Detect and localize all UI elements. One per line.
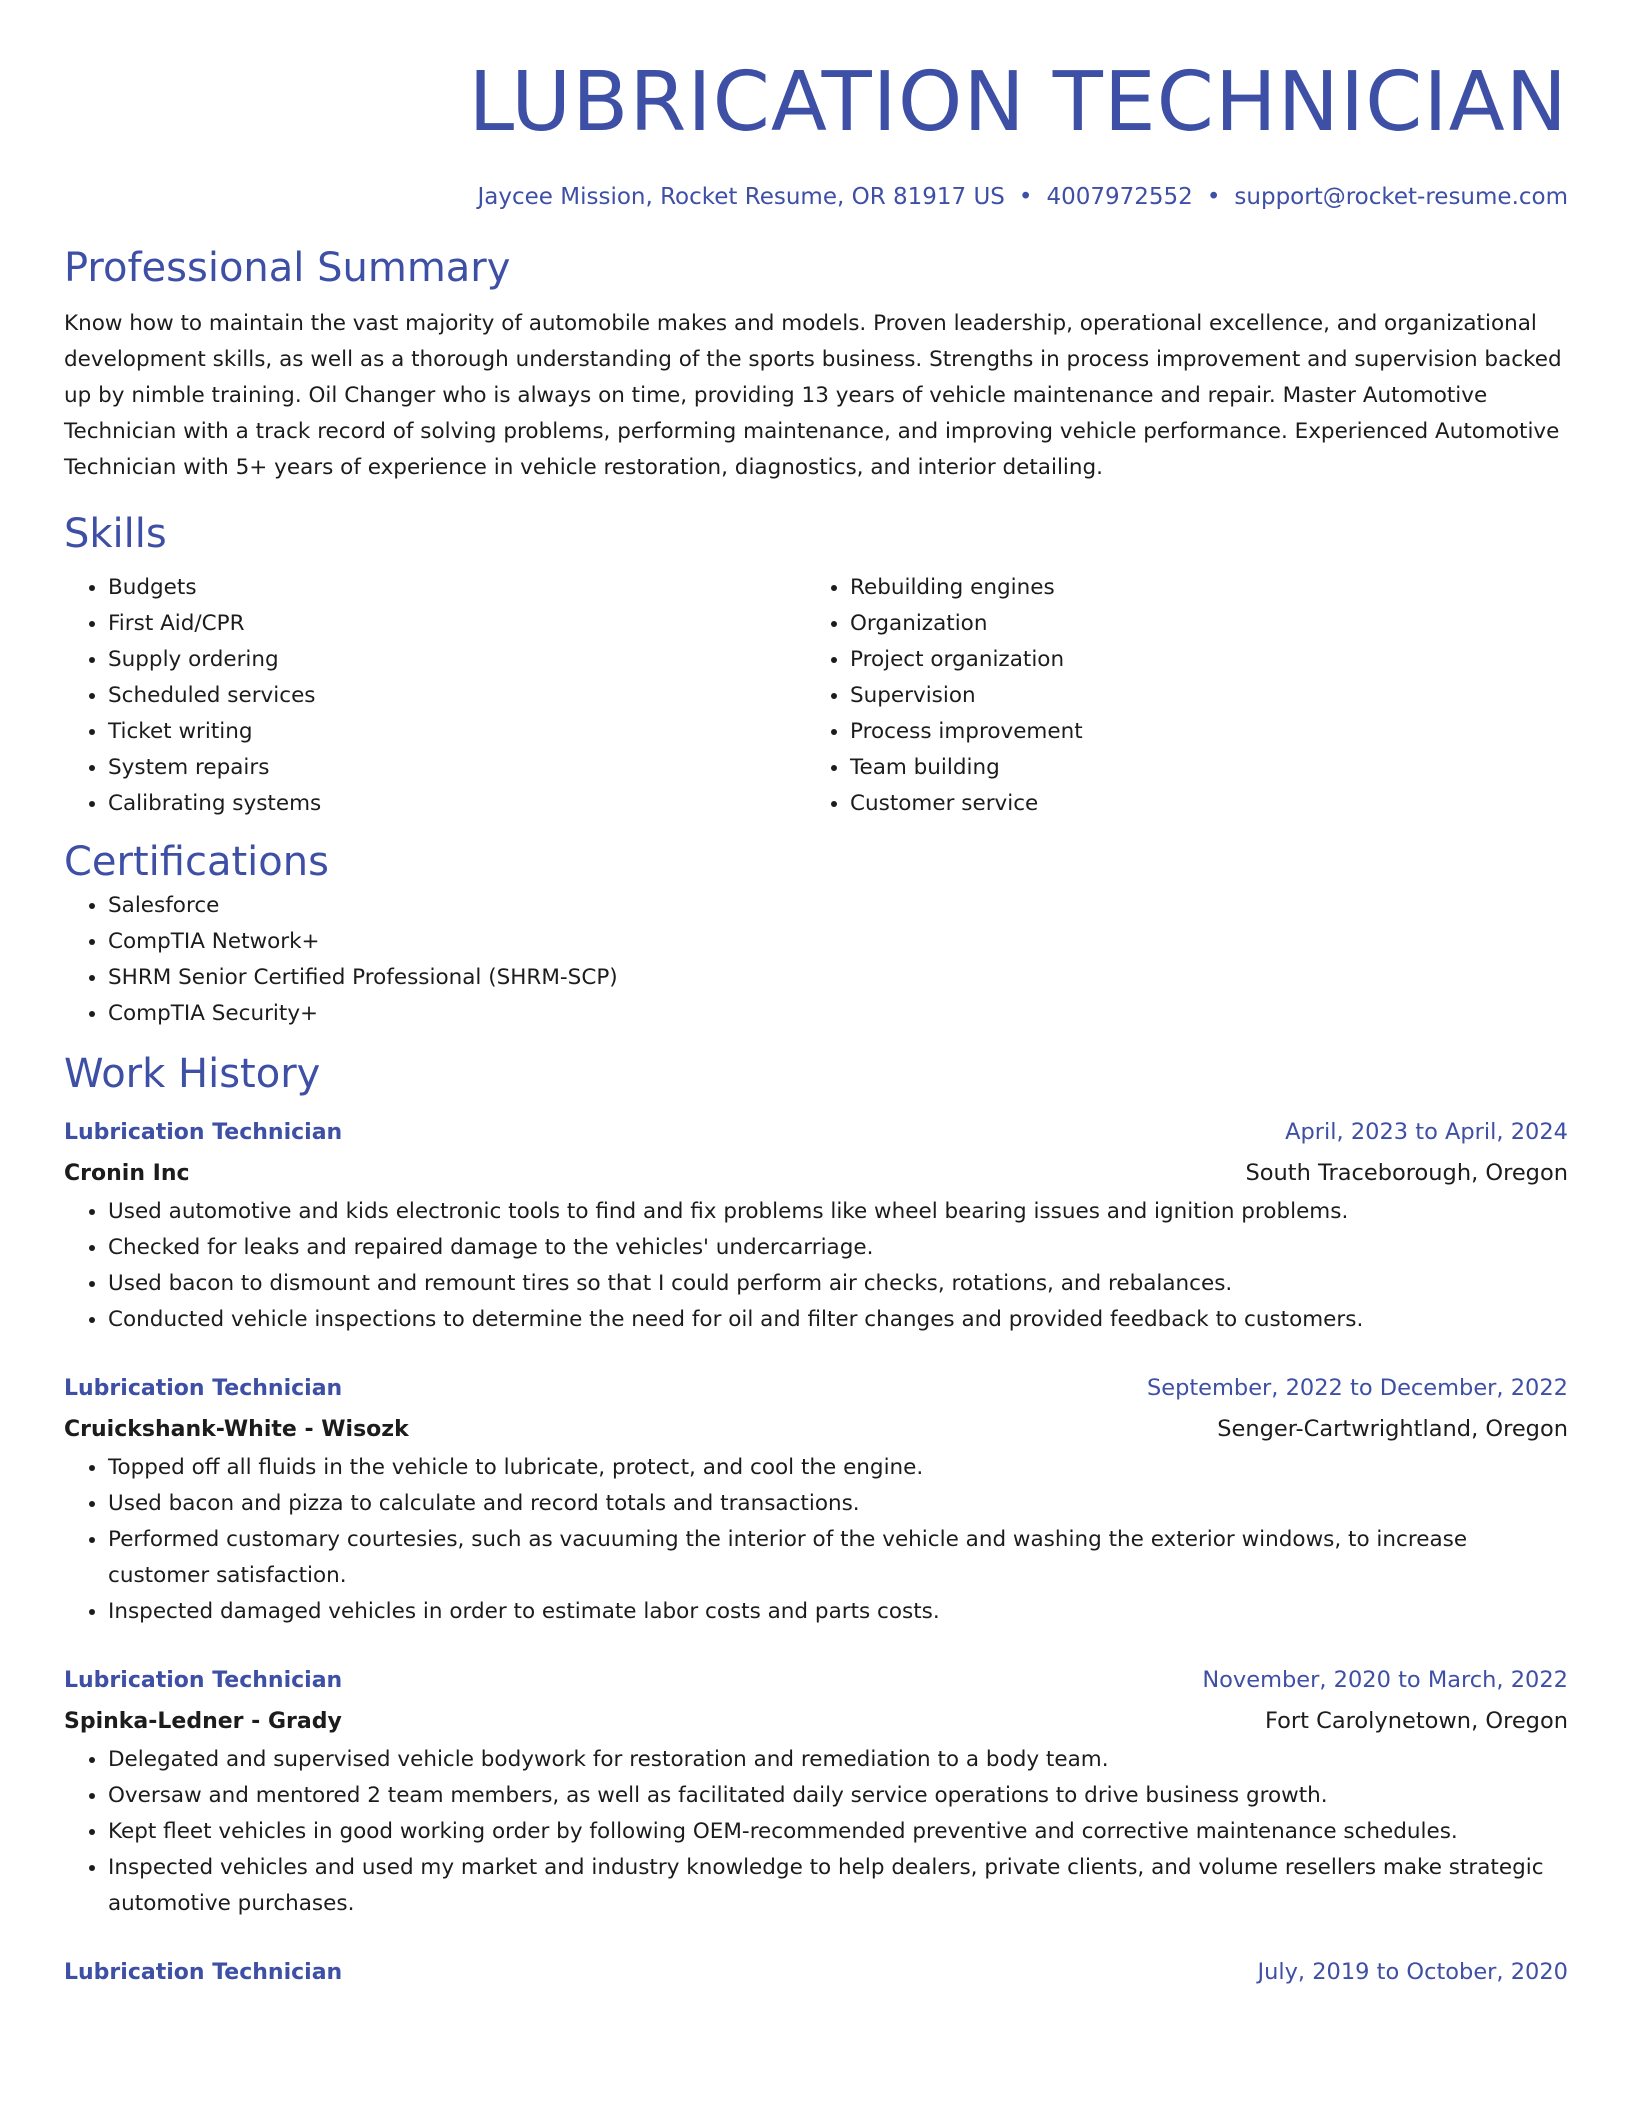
job-employer-row bbox=[64, 1701, 1568, 1742]
skill-item: • System repairs bbox=[108, 750, 806, 786]
job-company: Spinka-Ledner - Grady bbox=[64, 1709, 342, 1734]
job-dates: July, 2019 to October, 2020 bbox=[1257, 1959, 1568, 1985]
skill-item: • Supply ordering bbox=[108, 642, 806, 678]
certification-item: • Salesforce bbox=[108, 888, 1568, 924]
skill-item: • Organization bbox=[850, 606, 1548, 642]
resume-page bbox=[64, 0, 1568, 1993]
job-duty-item: • Performed customary courtesies, such as vacuuming the interior of the vehicle and washing the exterior windows, to increase customer satisfaction. bbox=[108, 1522, 1568, 1594]
contact-address: Jaycee Mission, Rocket Resume, OR 81917 US bbox=[477, 184, 1005, 210]
skill-item: • Ticket writing bbox=[108, 714, 806, 750]
job-duties-list bbox=[64, 1450, 1568, 1630]
job-location: Senger-Cartwrightland, Oregon bbox=[1217, 1416, 1568, 1442]
resume-title: LUBRICATION TECHNICIAN bbox=[468, 55, 1568, 150]
contact-phone: 4007972552 bbox=[1046, 184, 1193, 210]
job-header-row bbox=[64, 1368, 1568, 1409]
skills-column-left bbox=[64, 570, 806, 822]
job-company: Cruickshank-White - Wisozk bbox=[64, 1417, 409, 1442]
certifications-heading: Certifications bbox=[64, 839, 329, 885]
contact-separator: • bbox=[1018, 184, 1033, 210]
skill-item: • First Aid/CPR bbox=[108, 606, 806, 642]
job-duties-list bbox=[64, 1742, 1568, 1922]
job-duty-item: • Kept fleet vehicles in good working order by following OEM-recommended preventive and corrective maintenance schedules. bbox=[108, 1814, 1568, 1850]
work-history-heading: Work History bbox=[64, 1051, 321, 1097]
job-title: Lubrication Technician bbox=[64, 1960, 343, 1985]
job-employer-row bbox=[64, 1153, 1568, 1194]
skills-list-right bbox=[806, 570, 1548, 822]
skill-item: • Calibrating systems bbox=[108, 786, 806, 822]
skill-item: • Process improvement bbox=[850, 714, 1548, 750]
job-duty-item: • Used automotive and kids electronic tools to find and fix problems like wheel bearing issues and ignition problems. bbox=[108, 1194, 1568, 1230]
job-dates: April, 2023 to April, 2024 bbox=[1285, 1119, 1568, 1145]
job-duty-item: • Oversaw and mentored 2 team members, as well as facilitated daily service operations to drive business growth. bbox=[108, 1778, 1568, 1814]
job-header-row bbox=[64, 1660, 1568, 1701]
job-title: Lubrication Technician bbox=[64, 1120, 343, 1145]
job-duty-item: • Used bacon to dismount and remount tires so that I could perform air checks, rotations, and rebalances. bbox=[108, 1266, 1568, 1302]
job-duty-item: • Used bacon and pizza to calculate and record totals and transactions. bbox=[108, 1486, 1568, 1522]
skills-grid bbox=[64, 570, 1568, 822]
job-entry bbox=[64, 1660, 1568, 1922]
contact-separator: • bbox=[1206, 184, 1221, 210]
job-duty-item: • Delegated and supervised vehicle bodywork for restoration and remediation to a body team. bbox=[108, 1742, 1568, 1778]
contact-email: support@rocket-resume.com bbox=[1234, 184, 1568, 210]
job-location: South Traceborough, Oregon bbox=[1245, 1160, 1568, 1186]
skills-list-left bbox=[64, 570, 806, 822]
certification-item: • CompTIA Security+ bbox=[108, 996, 1568, 1032]
skill-item: • Supervision bbox=[850, 678, 1548, 714]
skill-item: • Rebuilding engines bbox=[850, 570, 1548, 606]
certifications-list bbox=[64, 888, 1568, 1032]
job-header-row bbox=[64, 1952, 1568, 1993]
job-header-row bbox=[64, 1112, 1568, 1153]
job-title: Lubrication Technician bbox=[64, 1376, 343, 1401]
certification-item: • SHRM Senior Certified Professional (SHRM-SCP) bbox=[108, 960, 1568, 996]
job-entry bbox=[64, 1368, 1568, 1630]
job-company: Cronin Inc bbox=[64, 1161, 190, 1186]
job-duties-list bbox=[64, 1194, 1568, 1338]
certification-item: • CompTIA Network+ bbox=[108, 924, 1568, 960]
job-entry bbox=[64, 1952, 1568, 1993]
job-duty-item: • Conducted vehicle inspections to determine the need for oil and filter changes and provided feedback to customers. bbox=[108, 1302, 1568, 1338]
contact-line bbox=[64, 180, 1568, 214]
skill-item: • Project organization bbox=[850, 642, 1548, 678]
summary-heading: Professional Summary bbox=[64, 245, 511, 291]
job-duty-item: • Inspected vehicles and used my market and industry knowledge to help dealers, private clients, and volume resellers make strategic automotive purchases. bbox=[108, 1850, 1568, 1922]
job-dates: September, 2022 to December, 2022 bbox=[1146, 1375, 1568, 1401]
skill-item: • Customer service bbox=[850, 786, 1548, 822]
job-entry bbox=[64, 1112, 1568, 1338]
job-duty-item: • Topped off all fluids in the vehicle to lubricate, protect, and cool the engine. bbox=[108, 1450, 1568, 1486]
skill-item: • Scheduled services bbox=[108, 678, 806, 714]
job-duty-item: • Checked for leaks and repaired damage to the vehicles' undercarriage. bbox=[108, 1230, 1568, 1266]
job-title: Lubrication Technician bbox=[64, 1668, 343, 1693]
skills-heading: Skills bbox=[64, 511, 167, 557]
skills-column-right bbox=[806, 570, 1548, 822]
job-dates: November, 2020 to March, 2022 bbox=[1202, 1667, 1568, 1693]
summary-text: Know how to maintain the vast majority of automobile makes and models. Proven leadership, operational excellence, and organizational development skills, as well as a thorough understanding of the sports business. Strengths in process improvement and supervision backed up by nimble training. Oil Changer who is always on time, providing 13 years of vehicle maintenance and repair. Master Automotive Technician with a track record of solving problems, performing maintenance, and improving vehicle performance. Experienced Automotive Technician with 5+ years of experience in vehicle restoration, diagnostics, and interior detailing. bbox=[64, 311, 1562, 480]
job-duty-item: • Inspected damaged vehicles in order to estimate labor costs and parts costs. bbox=[108, 1594, 1568, 1630]
job-employer-row bbox=[64, 1409, 1568, 1450]
skill-item: • Team building bbox=[850, 750, 1548, 786]
skill-item: • Budgets bbox=[108, 570, 806, 606]
job-location: Fort Carolynetown, Oregon bbox=[1265, 1708, 1568, 1734]
